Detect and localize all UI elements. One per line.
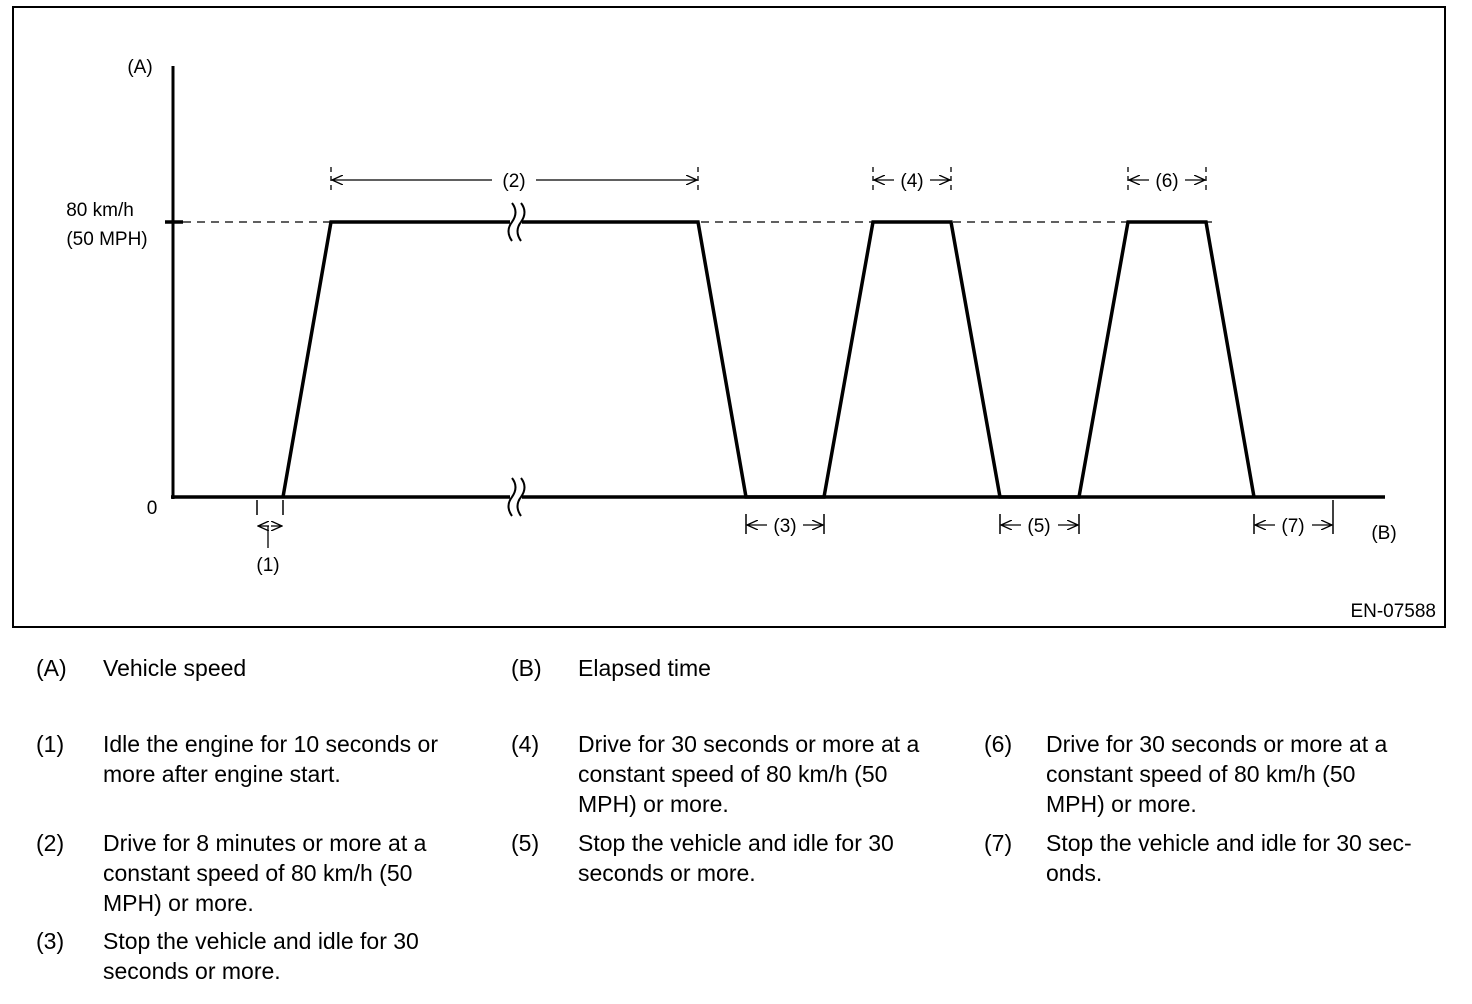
legend-step-6-text: Drive for 30 seconds or more at a constant speed of 80 km/h (50 MPH) or more. [1046, 731, 1388, 817]
step-label-5: (5) [1027, 516, 1051, 537]
legend-axis-a-text: Vehicle speed [103, 655, 247, 681]
legend-axis-b-text: Elapsed time [578, 655, 711, 681]
step-label-4: (4) [900, 171, 924, 192]
step-label-7: (7) [1281, 516, 1305, 537]
step-label-1: (1) [256, 555, 280, 576]
legend-step-6-key: (6) [984, 731, 1013, 757]
zero-label: 0 [146, 498, 158, 519]
dimension-1 [257, 500, 283, 548]
legend-step-1-key: (1) [36, 731, 65, 757]
step-label-3: (3) [773, 516, 797, 537]
speed-label-mph: (50 MPH) [66, 229, 148, 250]
step-label-6: (6) [1155, 171, 1179, 192]
y-axis-label: (A) [127, 57, 153, 78]
time-break-marks [509, 202, 525, 517]
legend-step-3-text: Stop the vehicle and idle for 30 seconds or more. [103, 928, 419, 984]
legend-step-4-text: Drive for 30 seconds or more at a constant speed of 80 km/h (50 MPH) or more. [578, 731, 920, 817]
legend-step-7-key: (7) [984, 830, 1013, 856]
legend-axis-a-key: (A) [36, 655, 67, 681]
legend-axis-b-key: (B) [511, 655, 542, 681]
speed-profile-diagram [12, 6, 1446, 628]
x-axis-label: (B) [1371, 523, 1397, 544]
legend-step-2-key: (2) [36, 830, 65, 856]
speed-label-kmh: 80 km/h [66, 200, 134, 221]
legend-step-5-text: Stop the vehicle and idle for 30 seconds or more. [578, 830, 894, 886]
legend-step-2-text: Drive for 8 minutes or more at a constant speed of 80 km/h (50 MPH) or more. [103, 830, 427, 916]
legend-step-5-key: (5) [511, 830, 540, 856]
speed-profile-graphic [14, 8, 1448, 630]
speed-profile-line [283, 222, 1254, 497]
legend-step-1-text: Idle the engine for 10 seconds or more after engine start. [103, 731, 439, 787]
legend-step-3-key: (3) [36, 928, 65, 954]
legend-step-7-text: Stop the vehicle and idle for 30 sec- onds. [1046, 830, 1412, 886]
step-label-2: (2) [502, 171, 526, 192]
legend-step-4-key: (4) [511, 731, 540, 757]
reference-code: EN-07588 [1350, 601, 1436, 622]
